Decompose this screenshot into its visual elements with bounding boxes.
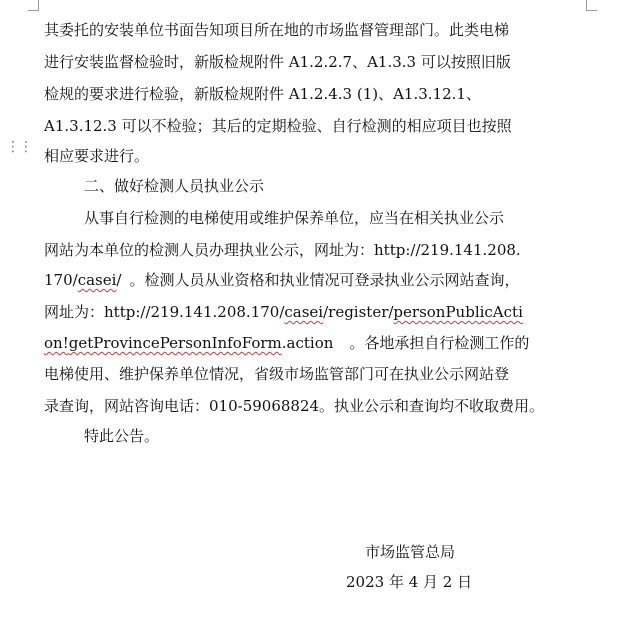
body-line-5: 相应要求进行。	[44, 147, 150, 165]
url-link-1-part-2[interactable]: 170/	[44, 271, 78, 289]
url-link-1-part-4[interactable]: /	[116, 271, 122, 289]
para-2-line-5-text: 。各地承担自行检测工作的	[349, 334, 530, 352]
url-link-2-part-6[interactable]: getProvincePersonInfoForm	[68, 334, 282, 352]
para-2-line-3-text: 。检测人员从业资格和执业情况可登录执业公示网站查询，	[129, 271, 520, 289]
body-line-4: A1.3.12.3 可以不检验；其后的定期检验、自行检测的相应项目也按照	[44, 117, 512, 135]
section-heading: 二、做好检测人员执业公示	[84, 177, 265, 195]
para-2-line-6: 电梯使用、维护保养单位情况，省级市场监管部门可在执业公示网站登	[44, 365, 510, 383]
url-link-1-part-3[interactable]: casei	[77, 271, 117, 289]
para-2-line-2	[44, 240, 521, 260]
signature-date: 2023 年 4 月 2 日	[346, 573, 473, 591]
para-2-line-5	[44, 333, 529, 353]
para-2-line-3	[44, 270, 519, 290]
body-line-1: 其委托的安装单位书面告知项目所在地的市场监督管理部门。此类电梯	[44, 21, 510, 39]
drag-handle-icon[interactable]: ⋮⋮	[6, 139, 32, 155]
signature-organization: 市场监管总局	[365, 543, 456, 561]
url-link-2-part-4[interactable]: personPublicActi	[393, 303, 523, 321]
para-2-line-2-text: 网站为本单位的检测人员办理执业公示，网址为：	[44, 241, 375, 259]
url-link-2-part-7[interactable]: .action	[281, 334, 334, 352]
para-2-line-7: 录查询，网站咨询电话：010-59068824。执业公示和查询均不收取费用。	[44, 397, 545, 415]
page-corner-mark-top-right	[586, 0, 597, 11]
url-link-2-part-5[interactable]: on!	[44, 334, 69, 352]
body-line-3: 检规的要求进行检验，新版检规附件 A1.2.4.3 (1)、A1.3.12.1、	[44, 85, 481, 103]
page-corner-mark-top-left	[28, 0, 39, 11]
url-link-2-part-1[interactable]: http://219.141.208.170/	[104, 303, 285, 321]
url-link-1-part-1[interactable]: http://219.141.208.	[374, 241, 521, 259]
para-2-line-4	[44, 302, 523, 322]
url-link-2-part-3[interactable]: /register/	[323, 303, 394, 321]
para-2-line-4-text: 网址为：	[44, 303, 105, 321]
url-link-2-part-2[interactable]: casei	[284, 303, 324, 321]
body-line-2: 进行安装监督检验时，新版检规附件 A1.2.2.7、A1.3.3 可以按照旧版	[44, 53, 511, 71]
para-2-line-1: 从事自行检测的电梯使用或维护保养单位，应当在相关执业公示	[84, 209, 505, 227]
closing-line: 特此公告。	[84, 427, 160, 445]
